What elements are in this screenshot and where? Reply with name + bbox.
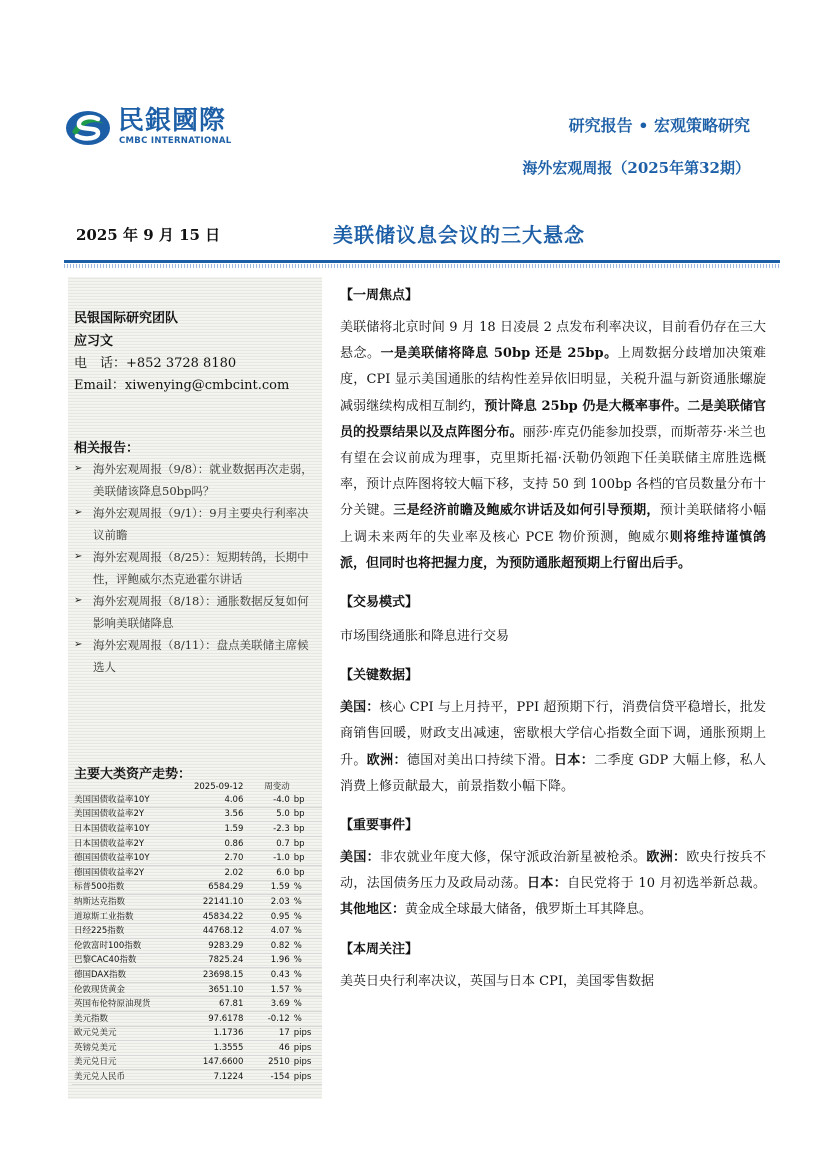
- asset-row: [72, 851, 322, 866]
- asset-row: [72, 968, 322, 983]
- focus-bold-text: 则将维持谨慎鸽派，但同时也将把握力度，为预防通胀超预期上行留出后手。: [340, 529, 766, 571]
- asset-value: 3651.10: [177, 982, 246, 997]
- asset-change: 46: [245, 1041, 291, 1056]
- asset-change: -2.3: [245, 822, 291, 837]
- asset-unit: %: [292, 880, 322, 895]
- asset-change: 4.07: [245, 924, 291, 939]
- asset-change: -0.12: [245, 1011, 291, 1026]
- section-heading-trade: 【交易模式】: [340, 595, 419, 611]
- assets-heading: 主要大类资产走势：: [74, 767, 192, 782]
- assets-col-header: [72, 781, 177, 793]
- asset-change: -154: [245, 1070, 291, 1085]
- assets-col-header: 周变动: [264, 782, 290, 792]
- asset-value: 147.6600: [177, 1055, 246, 1070]
- asset-unit: %: [292, 1011, 322, 1026]
- asset-value: 45834.22: [177, 909, 246, 924]
- watch-text: 美英日央行利率决议，英国与日本 CPI，美国零售数据: [340, 973, 654, 989]
- research-team: 民银国际研究团队: [74, 311, 179, 326]
- asset-unit: %: [292, 895, 322, 910]
- related-report-item[interactable]: [74, 502, 314, 546]
- asset-unit: bp: [292, 865, 322, 880]
- asset-value: 9283.29: [177, 938, 246, 953]
- asset-row: [72, 865, 322, 880]
- asset-name: 美元兑日元: [72, 1055, 177, 1070]
- asset-value: 0.86: [177, 836, 246, 851]
- asset-value: 2.70: [177, 851, 246, 866]
- asset-change: -4.0: [245, 793, 291, 807]
- asset-value: 6584.29: [177, 880, 246, 895]
- asset-value: 22141.10: [177, 895, 246, 910]
- data-text: 德国对美出口持续下滑。: [406, 752, 554, 768]
- asset-name: 美元指数: [72, 1011, 177, 1026]
- asset-unit: %: [292, 968, 322, 983]
- focus-text: 丽莎·库克仍能参加投票，而斯蒂芬·米兰也有望在会议前成为理事，克里斯托福·沃勒仍领跑下任美联储主席胜选概率，预计点阵图将较大幅下移，支持 50 到 100bp 各档的官员数量分布十分关键。: [340, 424, 766, 519]
- events-text: 欧央行按兵不动，法国债务压力及政局动荡。: [340, 850, 766, 892]
- data-text: 二季度 GDP 大幅上修，私人消费上修贡献最大，前景指数小幅下降。: [340, 752, 766, 794]
- asset-value: 97.6178: [177, 1011, 246, 1026]
- section-heading-focus: 【一周焦点】: [340, 288, 419, 303]
- asset-unit: pips: [292, 1055, 322, 1070]
- asset-name: 美元兑人民币: [72, 1070, 177, 1085]
- events-text: 自民党将于 10 月初选举新总裁。: [567, 876, 766, 892]
- arrow-bullet-icon: ➢: [74, 551, 83, 562]
- section-heading-watch: 【本周关注】: [340, 941, 419, 957]
- asset-unit: pips: [292, 1026, 322, 1041]
- asset-change: 2.03: [245, 895, 291, 910]
- related-reports-heading: 相关报告：: [74, 441, 140, 456]
- related-report-text: 海外宏观周报（8/18）：通胀数据反复如何影响美联储降息: [93, 594, 309, 630]
- events-text: 黄金成全球最大储备，俄罗斯土耳其降息。: [405, 902, 653, 918]
- asset-unit: pips: [292, 1041, 322, 1056]
- asset-change: 1.96: [245, 953, 291, 968]
- asset-row: [72, 953, 322, 968]
- related-report-item[interactable]: [74, 546, 314, 590]
- arrow-bullet-icon: ➢: [74, 463, 83, 474]
- asset-unit: %: [292, 953, 322, 968]
- asset-value: 1.1736: [177, 1026, 246, 1041]
- focus-bold-text: 三是经济前瞻及鲍威尔讲话及如何引导预期，: [393, 503, 660, 519]
- author-email[interactable]: Email：xiwenying@cmbcint.com: [74, 378, 290, 393]
- asset-row: [72, 909, 322, 924]
- assets-table: [72, 781, 322, 1085]
- asset-row: [72, 1041, 322, 1056]
- related-report-item[interactable]: [74, 590, 314, 634]
- asset-row: [72, 1026, 322, 1041]
- asset-change: 1.57: [245, 982, 291, 997]
- asset-name: 纳斯达克指数: [72, 895, 177, 910]
- asset-change: 6.0: [245, 865, 291, 880]
- asset-change: 0.43: [245, 968, 291, 983]
- region-label: 欧洲：: [366, 752, 407, 768]
- related-report-text: 海外宏观周报（8/25）：短期转鸽，长期中性，评鲍威尔杰克逊霍尔讲话: [93, 550, 309, 586]
- region-label: 日本：: [527, 876, 568, 892]
- asset-unit: bp: [292, 822, 322, 837]
- asset-value: 7.1224: [177, 1070, 246, 1085]
- focus-paragraph: [340, 315, 766, 577]
- asset-value: 23698.15: [177, 968, 246, 983]
- asset-name: 日本国债收益率10Y: [72, 822, 177, 837]
- region-label: 日本：: [553, 752, 595, 768]
- asset-row: [72, 895, 322, 910]
- region-label: 欧洲：: [646, 850, 687, 866]
- asset-value: 67.81: [177, 997, 246, 1012]
- asset-name: 英国布伦特原油现货: [72, 997, 177, 1012]
- asset-row: [72, 793, 322, 807]
- events-text: 非农就业年度大修，保守派政治新星被枪杀。: [379, 850, 647, 866]
- asset-name: 德国国债收益率2Y: [72, 865, 177, 880]
- asset-change: 3.69: [245, 997, 291, 1012]
- header-rule-dotted: [64, 264, 780, 268]
- asset-row: [72, 982, 322, 997]
- asset-name: 德国国债收益率10Y: [72, 851, 177, 866]
- asset-change: 0.82: [245, 938, 291, 953]
- logo-name: 民銀國際: [118, 106, 227, 136]
- section-heading-data: 【关键数据】: [340, 668, 419, 684]
- asset-unit: bp: [292, 807, 322, 822]
- asset-name: 美国国债收益率2Y: [72, 807, 177, 822]
- header-rule: [64, 260, 780, 263]
- asset-change: 5.0: [245, 807, 291, 822]
- asset-unit: pips: [292, 1070, 322, 1085]
- asset-unit: %: [292, 982, 322, 997]
- asset-row: [72, 836, 322, 851]
- asset-name: 标普500指数: [72, 880, 177, 895]
- focus-bold-text: 预计降息 25bp 仍是大概率事件。二是美联储官员的投票结果以及点阵图分布。: [340, 398, 766, 440]
- asset-name: 日本国债收益率2Y: [72, 836, 177, 851]
- trade-text: 市场围绕通胀和降息进行交易: [340, 629, 510, 645]
- focus-bold-text: 一是美联储将降息 50bp 还是 25bp。: [380, 346, 618, 362]
- author-name: 应习文: [74, 334, 114, 349]
- asset-change: 1.59: [245, 880, 291, 895]
- asset-row: [72, 807, 322, 822]
- assets-header-row: [72, 781, 322, 793]
- report-series: 海外宏观周报（2025年第32期）: [522, 159, 750, 177]
- report-date: 2025 年 9 月 15 日: [76, 226, 221, 244]
- asset-row: [72, 822, 322, 837]
- report-type: 研究报告 • 宏观策略研究: [568, 116, 750, 135]
- region-label: 美国：: [340, 700, 380, 716]
- asset-unit: %: [292, 997, 322, 1012]
- data-paragraph: [340, 695, 766, 800]
- asset-change: 0.95: [245, 909, 291, 924]
- events-paragraph: [340, 845, 766, 924]
- focus-text: 美联储将北京时间 9 月 18 日凌晨 2 点发布利率决议，目前看仍存在三大悬念。: [340, 320, 766, 362]
- asset-change: 2510: [245, 1055, 291, 1070]
- asset-name: 英镑兑美元: [72, 1041, 177, 1056]
- asset-name: 德国DAX指数: [72, 968, 177, 983]
- related-report-item[interactable]: [74, 634, 314, 678]
- asset-name: 道琼斯工业指数: [72, 909, 177, 924]
- focus-text: 上周数据分歧增加决策难度，CPI 显示美国通胀的结构性差异依旧明显，关税升温与新资通胀螺旋减弱继续构成相互制约，: [340, 346, 766, 414]
- assets-col-header: [292, 781, 322, 793]
- page-title: 美联储议息会议的三大悬念: [333, 223, 585, 247]
- related-report-text: 海外宏观周报（9/1）：9月主要央行利率决议前瞻: [93, 506, 309, 542]
- asset-row: [72, 1011, 322, 1026]
- asset-row: [72, 938, 322, 953]
- main-content: [340, 284, 766, 995]
- asset-name: 美国国债收益率10Y: [72, 793, 177, 807]
- asset-row: [72, 880, 322, 895]
- asset-value: 1.59: [177, 822, 246, 837]
- logo-subtitle: CMBC INTERNATIONAL: [119, 136, 232, 146]
- asset-value: 7825.24: [177, 953, 246, 968]
- asset-unit: bp: [292, 851, 322, 866]
- related-report-text: 海外宏观周报（8/11）：盘点美联储主席候选人: [93, 638, 309, 674]
- author-phone: 电 话：+852 3728 8180: [74, 356, 237, 371]
- asset-name: 巴黎CAC40指数: [72, 953, 177, 968]
- asset-value: 3.56: [177, 807, 246, 822]
- asset-name: 伦敦现货黄金: [72, 982, 177, 997]
- asset-change: 0.7: [245, 836, 291, 851]
- asset-unit: bp: [292, 793, 322, 807]
- asset-unit: %: [292, 909, 322, 924]
- related-report-text: 海外宏观周报（9/8）：就业数据再次走弱，美联储该降息50bp吗？: [93, 462, 313, 498]
- region-label: 其他地区：: [340, 902, 406, 918]
- asset-row: [72, 1055, 322, 1070]
- asset-value: 1.3555: [177, 1041, 246, 1056]
- asset-name: 欧元兑美元: [72, 1026, 177, 1041]
- data-text: 核心 CPI 与上月持平，PPI 超预期下行，消费信贷平稳增长，批发商销售回暖，财政支出减速，密歇根大学信心指数全面下调，通胀预期上升。: [340, 700, 766, 768]
- asset-change: 17: [245, 1026, 291, 1041]
- asset-value: 44768.12: [177, 924, 246, 939]
- related-reports-list: [74, 458, 314, 678]
- asset-row: [72, 1070, 322, 1085]
- asset-row: [72, 997, 322, 1012]
- asset-name: 伦敦富时100指数: [72, 938, 177, 953]
- asset-unit: %: [292, 924, 322, 939]
- focus-text: 预计美联储将小幅上调未来两年的失业率及核心 PCE 物价预测，鲍威尔: [340, 503, 766, 545]
- assets-col-header: 2025-09-12: [193, 782, 244, 792]
- asset-change: -1.0: [245, 851, 291, 866]
- asset-row: [72, 924, 322, 939]
- region-label: 美国：: [340, 850, 380, 866]
- arrow-bullet-icon: ➢: [74, 639, 83, 650]
- arrow-bullet-icon: ➢: [74, 595, 83, 606]
- arrow-bullet-icon: ➢: [74, 507, 83, 518]
- asset-value: 2.02: [177, 865, 246, 880]
- asset-value: 4.06: [177, 793, 246, 807]
- asset-name: 日经225指数: [72, 924, 177, 939]
- asset-unit: bp: [292, 836, 322, 851]
- section-heading-events: 【重要事件】: [340, 818, 419, 834]
- asset-unit: %: [292, 938, 322, 953]
- related-report-item[interactable]: [74, 458, 314, 502]
